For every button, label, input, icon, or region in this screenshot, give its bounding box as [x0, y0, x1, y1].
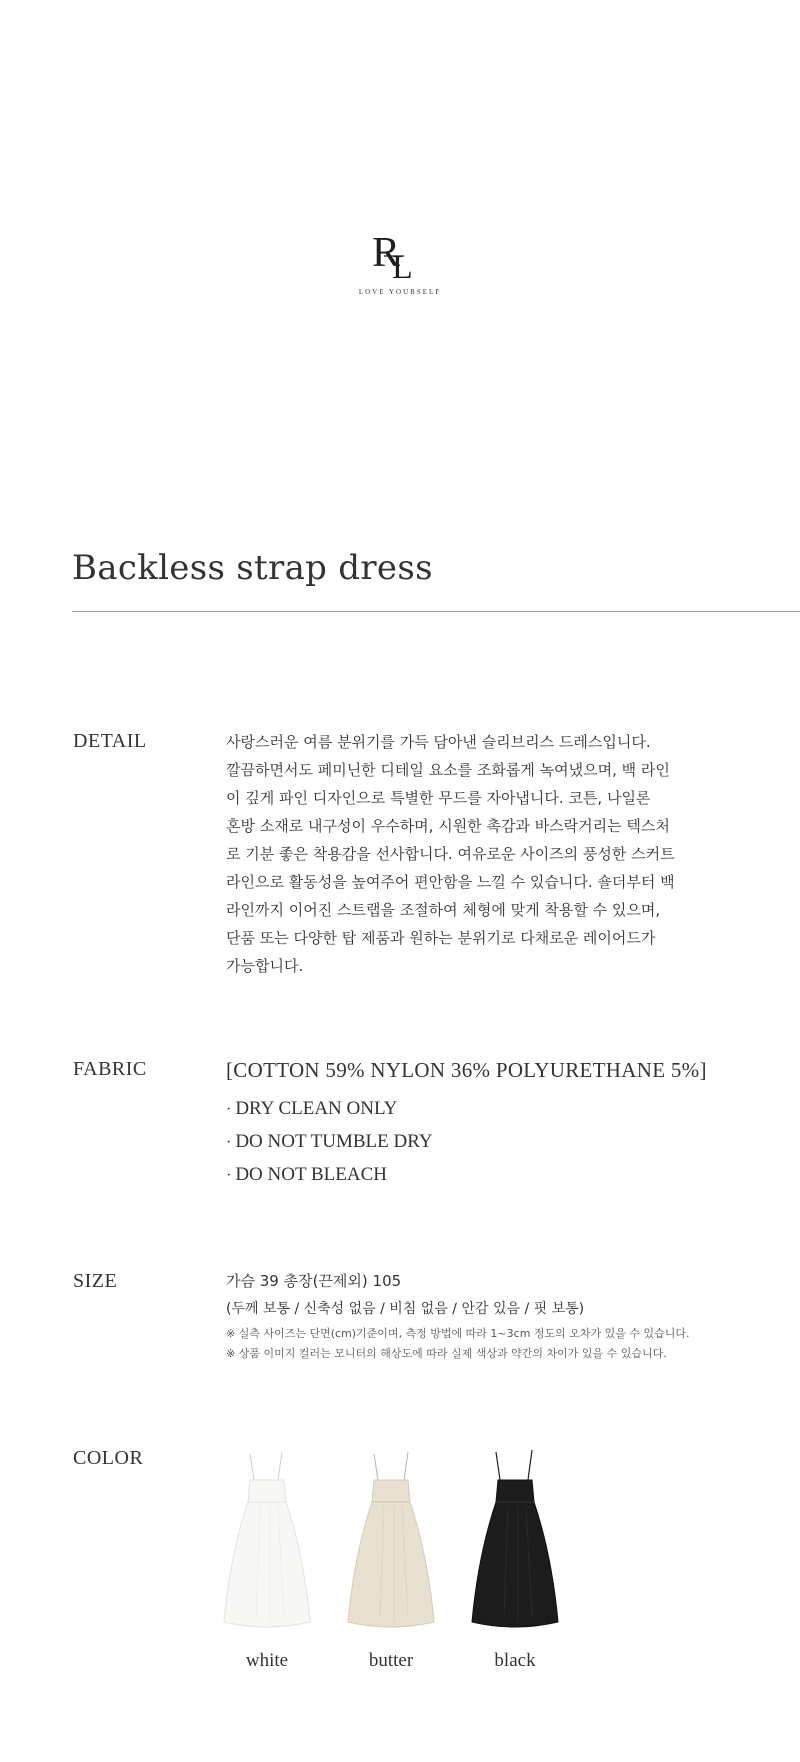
- detail-line: 가능합니다.: [226, 957, 304, 975]
- bullet-icon: ·: [226, 1134, 232, 1151]
- detail-line: 혼방 소재로 내구성이 우수하며, 시원한 촉감과 바스락거리는 텍스처: [226, 817, 670, 835]
- size-label: SIZE: [73, 1270, 118, 1292]
- color-name-butter[interactable]: butter: [368, 1650, 414, 1671]
- detail-line: 사랑스러운 여름 분위기를 가득 담아낸 슬리브리스 드레스입니다.: [226, 733, 651, 751]
- fabric-composition: [COTTON 59% NYLON 36% POLYURETHANE 5%]: [226, 1058, 707, 1082]
- detail-line: 단품 또는 다양한 탑 제품과 원하는 분위기로 다채로운 레이어드가: [226, 929, 656, 947]
- color-name-white[interactable]: white: [245, 1650, 289, 1671]
- fabric-label: FABRIC: [73, 1058, 147, 1080]
- detail-line: 로 기분 좋은 착용감을 선사합니다. 여유로운 사이즈의 풍성한 스커트: [226, 845, 675, 863]
- detail-line: 라인으로 활동성을 높여주어 편안함을 느낄 수 있습니다. 숄더부터 백: [226, 873, 675, 891]
- title-divider: [72, 611, 800, 612]
- brand-logo: [0, 226, 800, 306]
- size-note: ※ 실측 사이즈는 단면(cm)기준이며, 측정 방법에 따라 1~3cm 정도의 오차가 있을 수 있습니다.: [226, 1327, 690, 1340]
- detail-line: 깔끔하면서도 페미닌한 디테일 요소를 조화롭게 녹여냈으며, 백 라인: [226, 761, 670, 779]
- detail-label: DETAIL: [73, 730, 147, 752]
- color-swatch-black[interactable]: [460, 1446, 570, 1636]
- size-attributes: (두께 보통 / 신축성 없음 / 비침 없음 / 안감 있음 / 핏 보통): [226, 1301, 585, 1317]
- color-swatch-butter[interactable]: [336, 1446, 446, 1636]
- logo-monogram-icon: [370, 226, 434, 286]
- care-item: · DO NOT BLEACH: [226, 1164, 387, 1185]
- svg-text:R: R: [372, 230, 401, 276]
- care-item: · DO NOT TUMBLE DRY: [226, 1131, 433, 1152]
- detail-line: 라인까지 이어진 스트랩을 조절하여 체형에 맞게 착용할 수 있으며,: [226, 901, 661, 919]
- color-label: COLOR: [73, 1447, 144, 1469]
- bullet-icon: ·: [226, 1167, 232, 1184]
- color-swatch-white[interactable]: [212, 1446, 322, 1636]
- detail-line: 이 깊게 파인 디자인으로 특별한 무드를 자아냅니다. 코튼, 나일론: [226, 789, 651, 807]
- product-title: Backless strap dress: [72, 548, 433, 588]
- size-note: ※ 상품 이미지 컬러는 모니터의 해상도에 따라 실제 색상과 약간의 차이가 있을 수 있습니다.: [226, 1347, 667, 1360]
- color-name-black[interactable]: black: [494, 1650, 536, 1671]
- svg-text:L: L: [392, 249, 413, 286]
- care-item: · DRY CLEAN ONLY: [226, 1098, 398, 1119]
- detail-description: [226, 728, 696, 980]
- brand-tagline: LOVE YOURSELF: [358, 288, 442, 296]
- bullet-icon: ·: [226, 1101, 232, 1118]
- size-measurements: 가슴 39 총장(끈제외) 105: [226, 1272, 402, 1290]
